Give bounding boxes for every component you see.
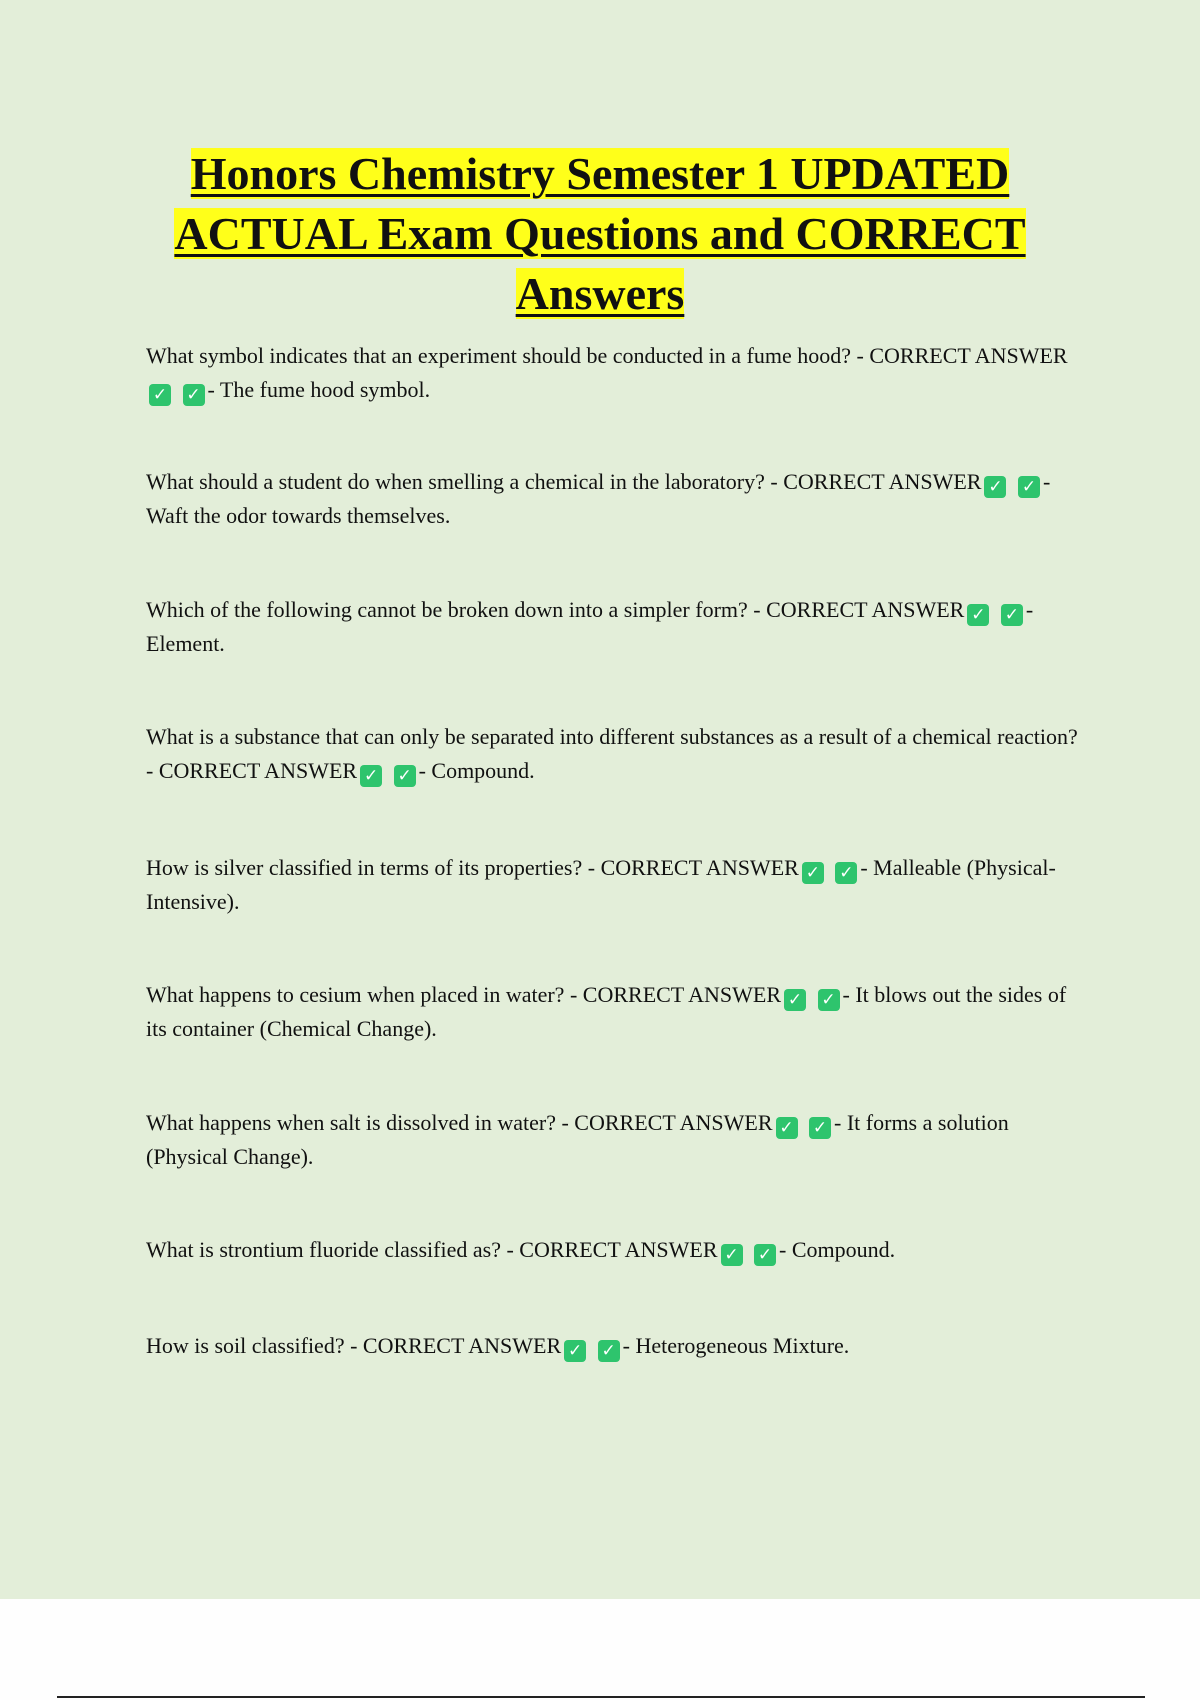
- answer-marker: - CORRECT ANSWER: [506, 1237, 718, 1262]
- question-text: How is soil classified?: [146, 1333, 345, 1358]
- answer-text: - Malleable (Physical-Intensive).: [146, 855, 1056, 914]
- answer-text: - Element.: [146, 597, 1034, 656]
- answer-text: - It blows out the sides of its container (Chemical Change).: [146, 982, 1067, 1041]
- check-icon: ✓: [835, 862, 857, 884]
- answer-marker: - CORRECT ANSWER: [587, 855, 799, 880]
- question-text: How is silver classified in terms of its properties?: [146, 855, 583, 880]
- check-icon: ✓: [394, 765, 416, 787]
- question-text: What happens when salt is dissolved in water?: [146, 1110, 556, 1135]
- check-icon: ✓: [809, 1117, 831, 1139]
- answer-text: - Compound.: [418, 758, 535, 783]
- answer-text: - Compound.: [779, 1237, 896, 1262]
- answer-text: - The fume hood symbol.: [207, 377, 431, 402]
- answer-marker: - CORRECT ANSWER: [770, 469, 982, 494]
- check-icon: ✓: [1018, 476, 1040, 498]
- qa-item: [146, 978, 1081, 1046]
- document-title: [100, 144, 1100, 324]
- question-text: What is strontium fluoride classified as?: [146, 1237, 501, 1262]
- qa-item: [146, 720, 1081, 788]
- check-icon: ✓: [802, 862, 824, 884]
- answer-marker: - CORRECT ANSWER: [146, 758, 358, 783]
- check-icon: ✓: [564, 1340, 586, 1362]
- check-icon: ✓: [818, 989, 840, 1011]
- check-icon: ✓: [754, 1244, 776, 1266]
- check-icon: ✓: [776, 1117, 798, 1139]
- title-text: Honors Chemistry Semester 1 UPDATED ACTUAL Exam Questions and CORRECT Answers: [174, 148, 1026, 319]
- qa-item: [146, 1329, 1081, 1363]
- check-icon: ✓: [721, 1244, 743, 1266]
- answer-marker: - CORRECT ANSWER: [561, 1110, 773, 1135]
- footer-rule: [57, 1696, 1145, 1698]
- check-icon: ✓: [183, 384, 205, 406]
- answer-marker: - CORRECT ANSWER: [856, 343, 1068, 368]
- check-icon: ✓: [984, 476, 1006, 498]
- answer-text: - Waft the odor towards themselves.: [146, 469, 1051, 528]
- check-icon: ✓: [784, 989, 806, 1011]
- answer-text: - It forms a solution (Physical Change).: [146, 1110, 1009, 1169]
- qa-item: [146, 1106, 1081, 1174]
- check-icon: ✓: [149, 384, 171, 406]
- answer-marker: - CORRECT ANSWER: [350, 1333, 562, 1358]
- check-icon: ✓: [598, 1340, 620, 1362]
- answer-marker: - CORRECT ANSWER: [753, 597, 965, 622]
- question-text: Which of the following cannot be broken down into a simpler form?: [146, 597, 748, 622]
- answer-text: - Heterogeneous Mixture.: [622, 1333, 850, 1358]
- qa-item: [146, 1233, 1081, 1267]
- check-icon: ✓: [967, 604, 989, 626]
- question-text: What happens to cesium when placed in water?: [146, 982, 565, 1007]
- check-icon: ✓: [360, 765, 382, 787]
- qa-item: [146, 851, 1081, 919]
- qa-item: [146, 593, 1081, 661]
- qa-item: [146, 339, 1081, 407]
- question-text: What symbol indicates that an experiment should be conducted in a fume hood?: [146, 343, 852, 368]
- question-text: What should a student do when smelling a chemical in the laboratory?: [146, 469, 765, 494]
- answer-marker: - CORRECT ANSWER: [569, 982, 782, 1007]
- check-icon: ✓: [1001, 604, 1023, 626]
- qa-item: [146, 465, 1081, 533]
- question-text: What is a substance that can only be separated into different substances as a result of a chemical reaction?: [146, 724, 1078, 749]
